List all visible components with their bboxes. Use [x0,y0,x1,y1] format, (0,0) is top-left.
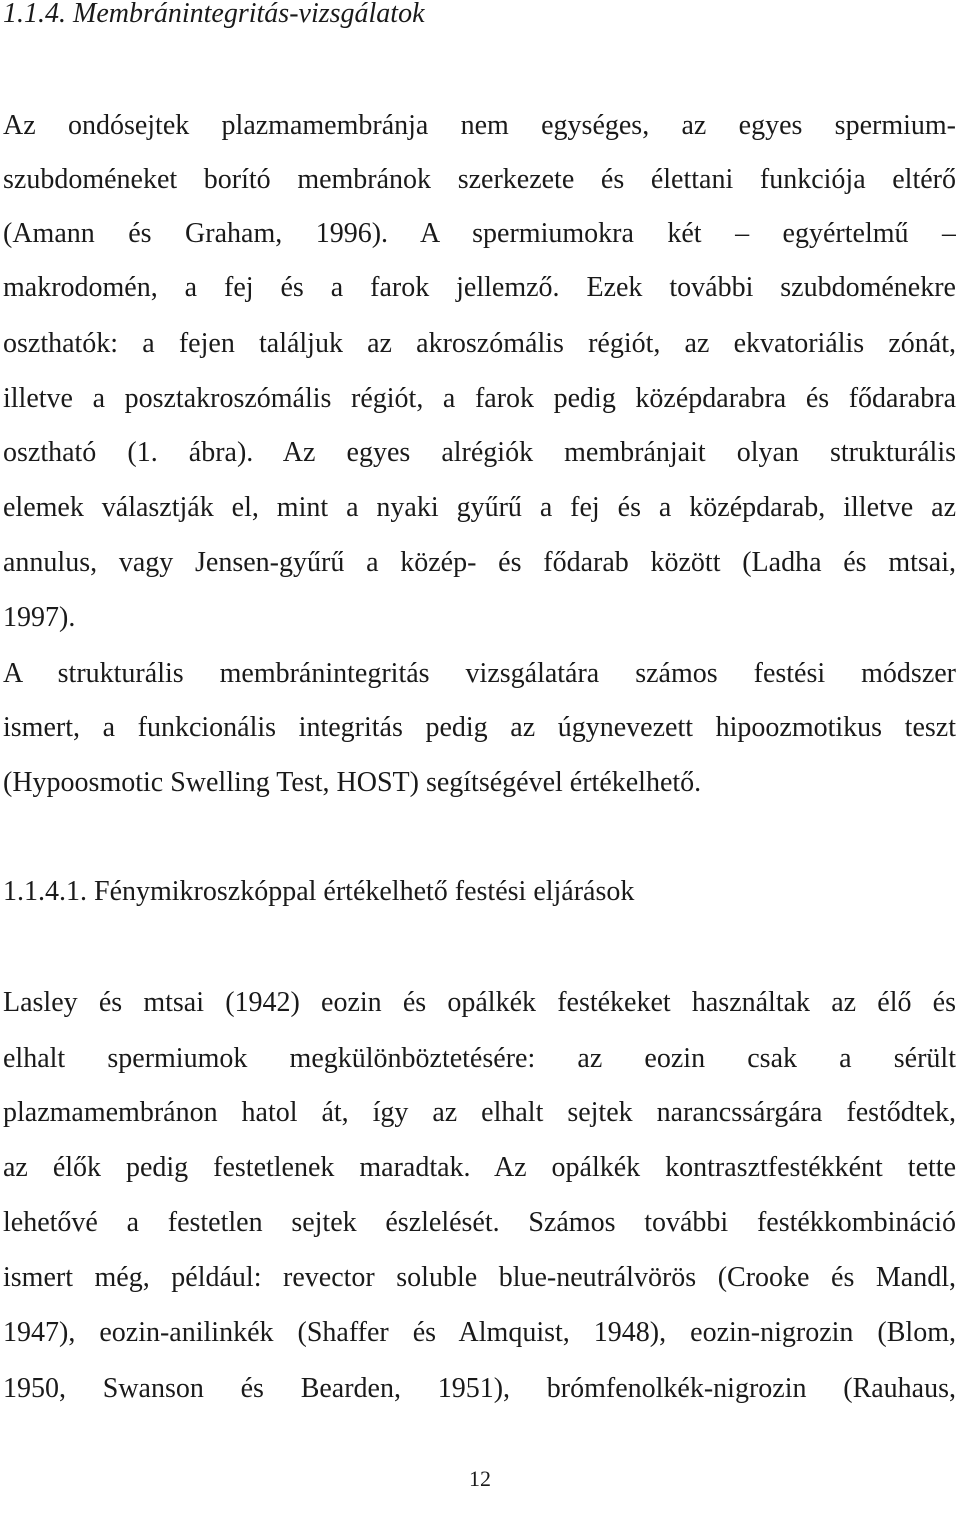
text-line: elhalt spermiumok megkülönböztetésére: az eozin csak a sérült [3,1043,956,1074]
section-heading: 1.1.4. Membránintegritás-vizsgálatok [3,0,425,29]
text-line: 1950, Swanson és Bearden, 1951), brómfenolkék-nigrozin (Rauhaus, [3,1373,956,1404]
text-line: Lasley és mtsai (1942) eozin és opálkék festékeket használtak az élő és [3,987,956,1018]
text-line: (Hypoosmotic Swelling Test, HOST) segítségével értékelhető. [3,767,702,798]
text-line: az élők pedig festetlenek maradtak. Az opálkék kontrasztfestékként tette [3,1152,956,1183]
text-line: makrodomén, a fej és a farok jellemző. Ezek további szubdoménekre [3,272,956,303]
text-line: annulus, vagy Jensen-gyűrű a közép- és fődarab között (Ladha és mtsai, [3,547,956,578]
text-line: osztható (1. ábra). Az egyes alrégiók membránjait olyan strukturális [3,437,956,468]
text-line: (Amann és Graham, 1996). A spermiumokra két – egyértelmű – [3,218,956,249]
text-line: elemek választják el, mint a nyaki gyűrű a fej és a középdarab, illetve az [3,492,956,523]
text-line: szubdoméneket borító membránok szerkezete és élettani funkciója eltérő [3,164,956,195]
text-line: ismert, a funkcionális integritás pedig az úgynevezett hipoozmotikus teszt [3,712,956,743]
text-line: illetve a posztakroszómális régiót, a farok pedig középdarabra és fődarabra [3,383,956,414]
text-line: A strukturális membránintegritás vizsgálatára számos festési módszer [3,658,956,689]
text-line: 1947), eozin-anilinkék (Shaffer és Almquist, 1948), eozin-nigrozin (Blom, [3,1317,956,1348]
text-line: lehetővé a festetlen sejtek észlelését. Számos további festékkombináció [3,1207,956,1238]
text-line: oszthatók: a fejen találjuk az akroszómális régiót, az ekvatoriális zónát, [3,328,956,359]
text-line: ismert még, például: revector soluble blue-neutrálvörös (Crooke és Mandl, [3,1262,956,1293]
subsection-heading: 1.1.4.1. Fénymikroszkóppal értékelhető festési eljárások [3,876,635,907]
text-line: plazmamembránon hatol át, így az elhalt sejtek narancssárgára festődtek, [3,1097,956,1128]
text-line: Az ondósejtek plazmamembránja nem egységes, az egyes spermium- [3,110,956,141]
page-number: 12 [469,1466,491,1491]
text-line: 1997). [3,602,76,633]
